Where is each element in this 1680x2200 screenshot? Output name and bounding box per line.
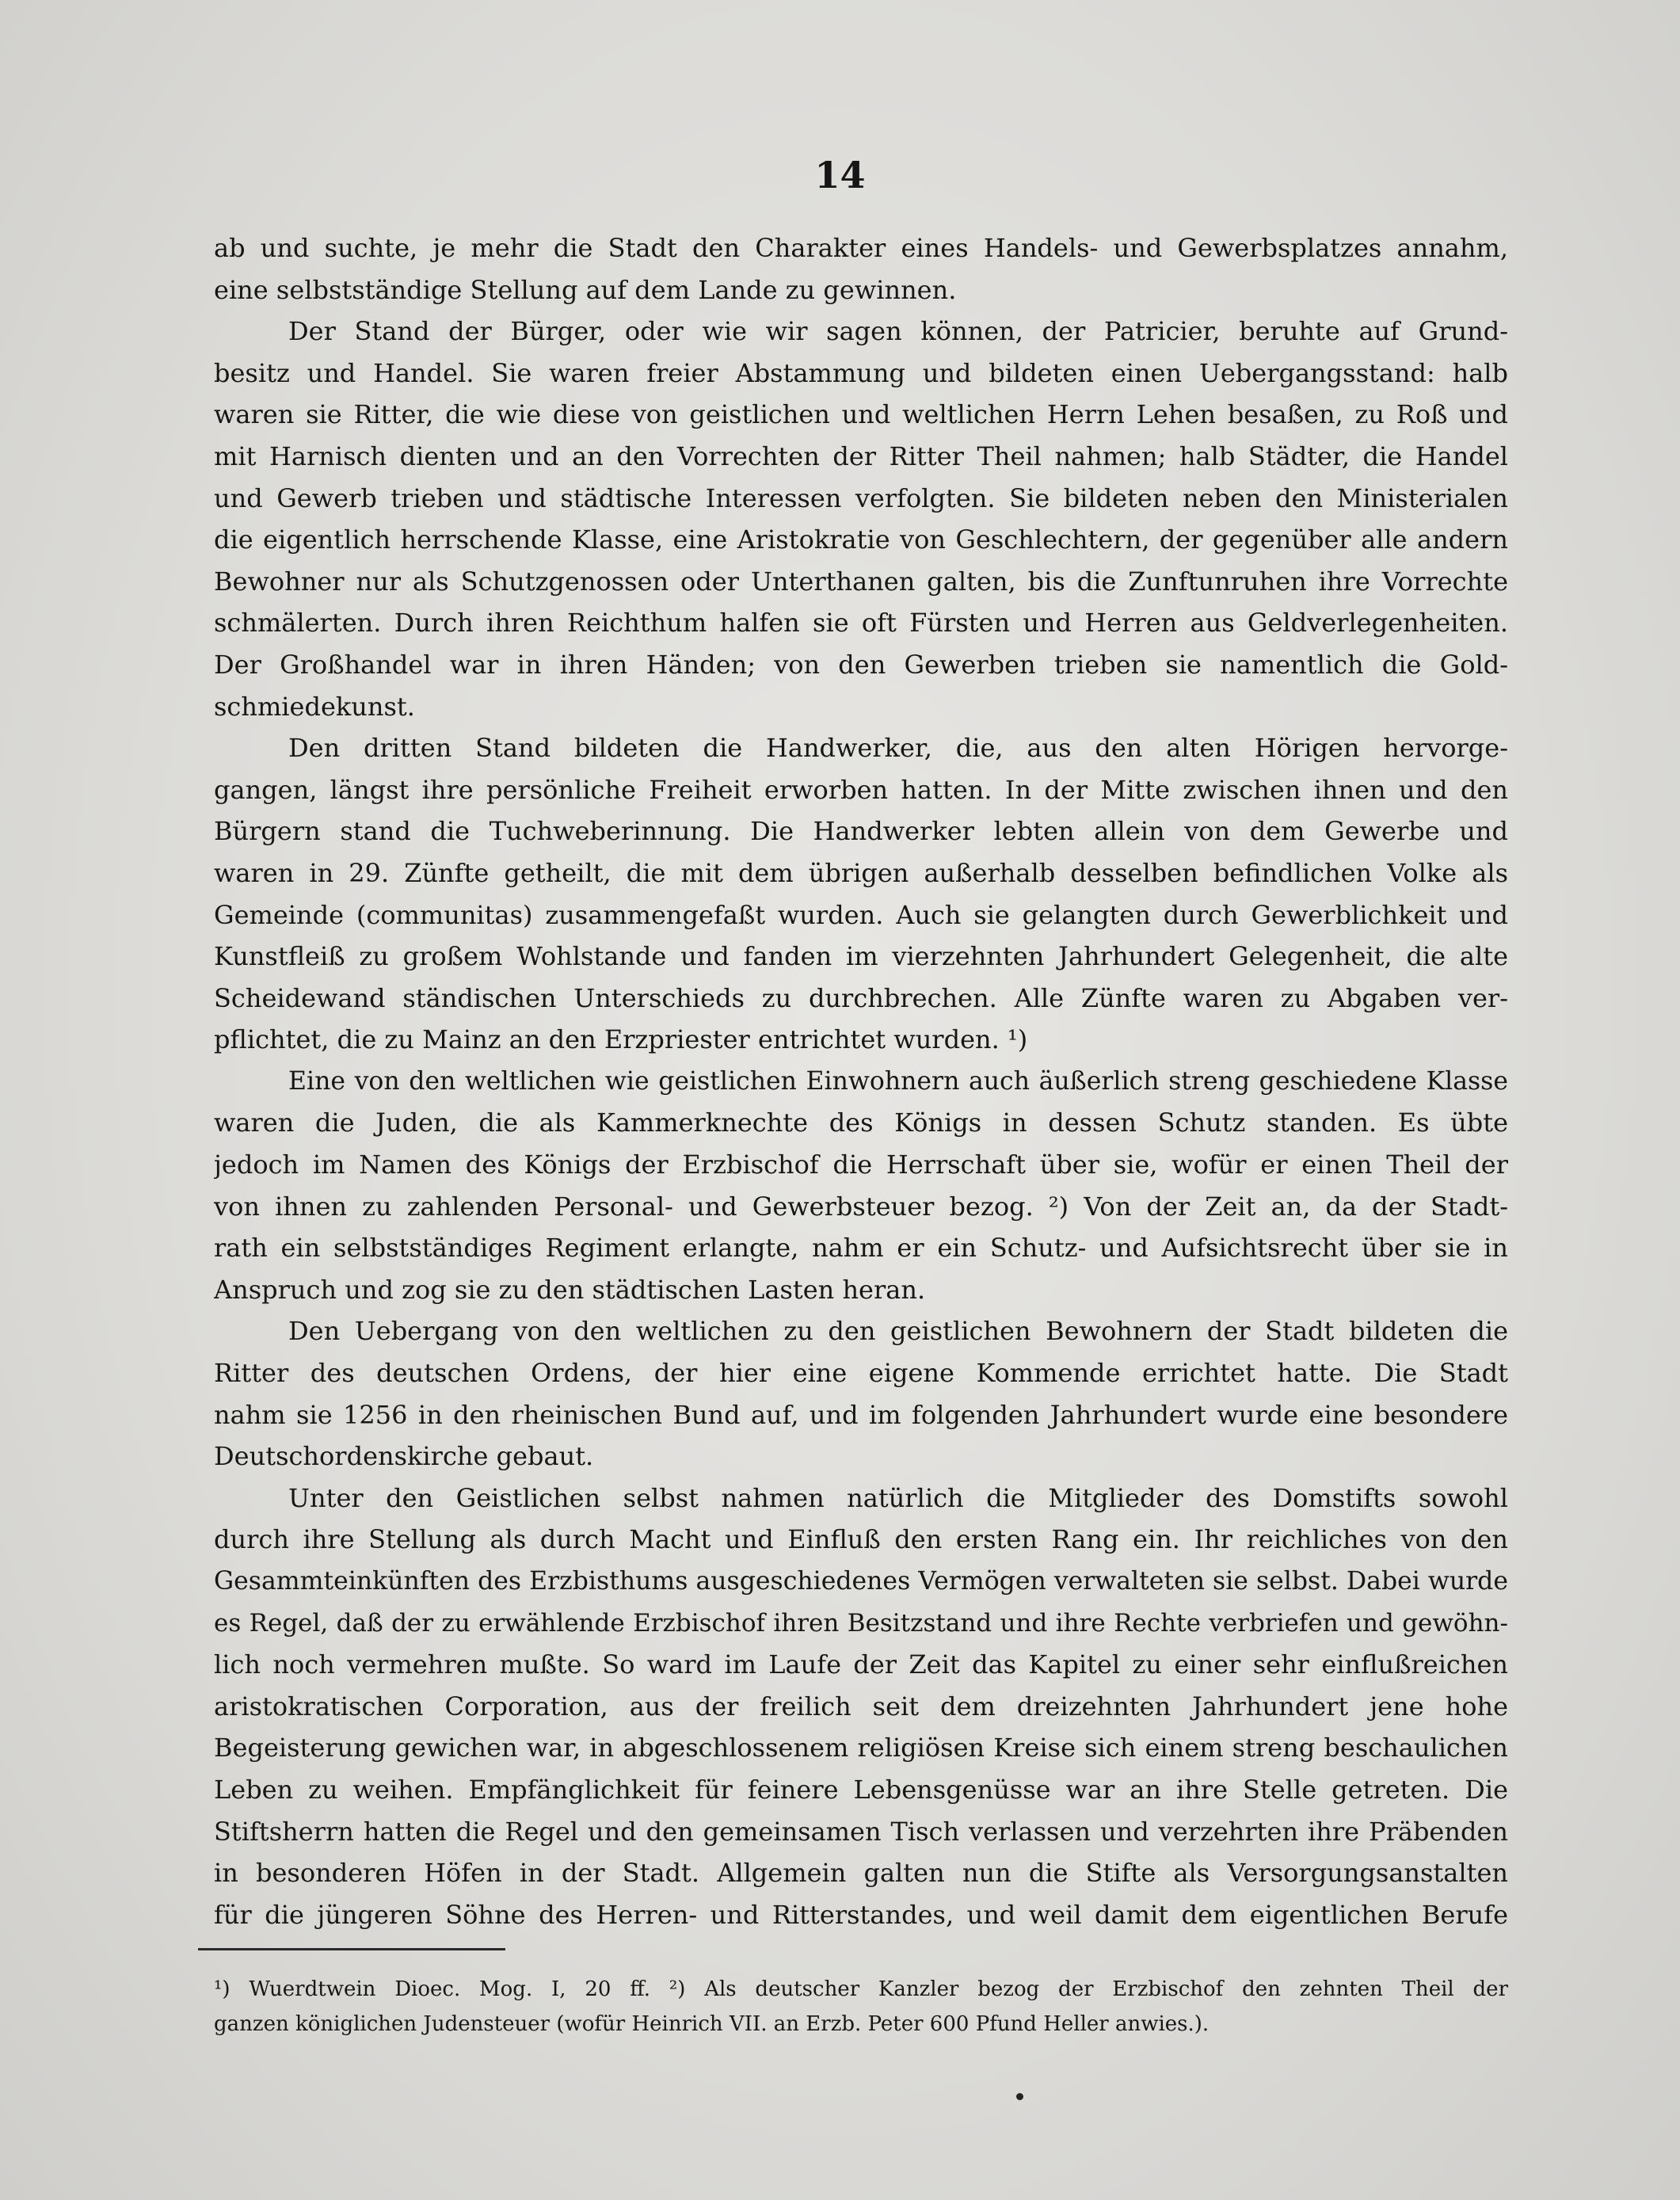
text-line: Leben zu weihen. Empfänglichkeit für feinere Lebensgenüsse war an ihre Stelle getreten. Die: [214, 1774, 1508, 1805]
text-line: Stiftsherrn hatten die Regel und den gemeinsamen Tisch verlassen und verzehrten ihre Präbenden: [214, 1816, 1508, 1847]
text-line: Den dritten Stand bildeten die Handwerker, die, aus den alten Hörigen hervorge-: [288, 733, 1508, 764]
text-line: Bürgern stand die Tuchweberinnung. Die Handwerker lebten allein von dem Gewerbe und: [214, 816, 1508, 847]
text-line: gangen, längst ihre persönliche Freiheit erworben hatten. In der Mitte zwischen ihnen und den: [214, 774, 1508, 805]
text-line: Gesammteinkünften des Erzbisthums ausgeschiedenes Vermögen verwalteten sie selbst. Dabei wurde: [214, 1567, 1508, 1596]
text-line: lich noch vermehren mußte. So ward im Laufe der Zeit das Kapitel zu einer sehr einflußreichen: [214, 1649, 1508, 1680]
text-line: nahm sie 1256 in den rheinischen Bund auf, und im folgenden Jahrhundert wurde eine besondere: [214, 1399, 1508, 1430]
text-line: in besonderen Höfen in der Stadt. Allgemein galten nun die Stifte als Versorgungsanstalten: [214, 1858, 1508, 1889]
text-line: Ritter des deutschen Ordens, der hier eine eigene Kommende errichtet hatte. Die Stadt: [214, 1358, 1508, 1389]
text-line: mit Harnisch dienten und an den Vorrechten der Ritter Theil nahmen; halb Städter, die Handel: [214, 440, 1508, 471]
text-line: aristokratischen Corporation, aus der freilich seit dem dreizehnten Jahrhundert jene hohe: [214, 1691, 1508, 1721]
text-line: Unter den Geistlichen selbst nahmen natürlich die Mitglieder des Domstifts sowohl: [288, 1482, 1508, 1513]
text-line: Bewohner nur als Schutzgenossen oder Unterthanen galten, bis die Zunftunruhen ihre Vorrechte: [214, 566, 1508, 597]
text-line: Der Stand der Bürger, oder wie wir sagen können, der Patricier, beruhte auf Grund-: [288, 316, 1508, 347]
text-line: schmiedekunst.: [214, 691, 415, 722]
text-line: Der Großhandel war in ihren Händen; von den Gewerben trieben sie namentlich die Gold-: [214, 649, 1508, 680]
text-line: Den Uebergang von den weltlichen zu den geistlichen Bewohnern der Stadt bildeten die: [288, 1316, 1508, 1347]
text-line: waren in 29. Zünfte getheilt, die mit dem übrigen außerhalb desselben befindlichen Volke als: [214, 857, 1508, 888]
footnote-line: ¹) Wuerdtwein Dioec. Mog. I, 20 ff. ²) Als deutscher Kanzler bezog der Erzbischof den zehnten Theil der: [214, 1977, 1508, 2001]
text-line: Eine von den weltlichen wie geistlichen Einwohnern auch äußerlich streng geschiedene Klasse: [288, 1066, 1508, 1096]
text-line: waren sie Ritter, die wie diese von geistlichen und weltlichen Herrn Lehen besaßen, zu Roß und: [214, 399, 1508, 430]
text-line: schmälerten. Durch ihren Reichthum halfen sie oft Fürsten und Herren aus Geldverlegenheiten.: [214, 608, 1508, 639]
text-line: es Regel, daß der zu erwählende Erzbischof ihren Besitzstand und ihre Rechte verbriefen und gewöhn-: [214, 1608, 1508, 1638]
text-line: und Gewerb trieben und städtische Interessen verfolgten. Sie bildeten neben den Ministerialen: [214, 482, 1508, 513]
text-line: waren die Juden, die als Kammerknechte des Königs in dessen Schutz standen. Es übte: [214, 1108, 1508, 1138]
footnote-divider: [198, 1948, 505, 1950]
text-line: Anspruch und zog sie zu den städtischen Lasten heran.: [214, 1274, 926, 1305]
footnotes: [214, 1972, 1508, 2042]
text-line: rath ein selbstständiges Regiment erlangte, nahm er ein Schutz- und Aufsichtsrecht über sie in: [214, 1233, 1508, 1264]
ink-speck: [1016, 2093, 1023, 2100]
text-line: für die jüngeren Söhne des Herren- und Ritterstandes, und weil damit dem eigentlichen Berufe: [214, 1899, 1508, 1930]
text-line: Scheidewand ständischen Unterschieds zu durchbrechen. Alle Zünfte waren zu Abgaben ver-: [214, 982, 1508, 1013]
text-line: besitz und Handel. Sie waren freier Abstammung und bildeten einen Uebergangsstand: halb: [214, 357, 1508, 388]
text-line: durch ihre Stellung als durch Macht und Einfluß den ersten Rang ein. Ihr reichliches von den: [214, 1524, 1508, 1555]
text-line: Begeisterung gewichen war, in abgeschlossenem religiösen Kreise sich einem streng beschaulichen: [214, 1733, 1508, 1763]
page-number: 14: [814, 154, 866, 196]
text-line: die eigentlich herrschende Klasse, eine Aristokratie von Geschlechtern, der gegenüber alle andern: [214, 524, 1508, 555]
footnote-line: ganzen königlichen Judensteuer (wofür Heinrich VII. an Erzb. Peter 600 Pfund Heller anwies.).: [214, 2012, 1210, 2036]
text-line: von ihnen zu zahlenden Personal- und Gewerbsteuer bezog. ²) Von der Zeit an, da der Stadt-: [214, 1191, 1508, 1222]
body-text: [214, 227, 1508, 1935]
text-line: eine selbstständige Stellung auf dem Lande zu gewinnen.: [214, 274, 957, 305]
text-line: ab und suchte, je mehr die Stadt den Charakter eines Handels- und Gewerbsplatzes annahm,: [214, 233, 1508, 263]
text-line: Gemeinde (communitas) zusammengefaßt wurden. Auch sie gelangten durch Gewerblichkeit und: [214, 899, 1508, 930]
text-line: jedoch im Namen des Königs der Erzbischof die Herrschaft über sie, wofür er einen Theil der: [214, 1150, 1508, 1180]
text-line: pflichtet, die zu Mainz an den Erzpriester entrichtet wurden. ¹): [214, 1024, 1028, 1055]
text-line: Deutschordenskirche gebaut.: [214, 1441, 594, 1472]
text-line: Kunstfleiß zu großem Wohlstande und fanden im vierzehnten Jahrhundert Gelegenheit, die alte: [214, 941, 1508, 972]
